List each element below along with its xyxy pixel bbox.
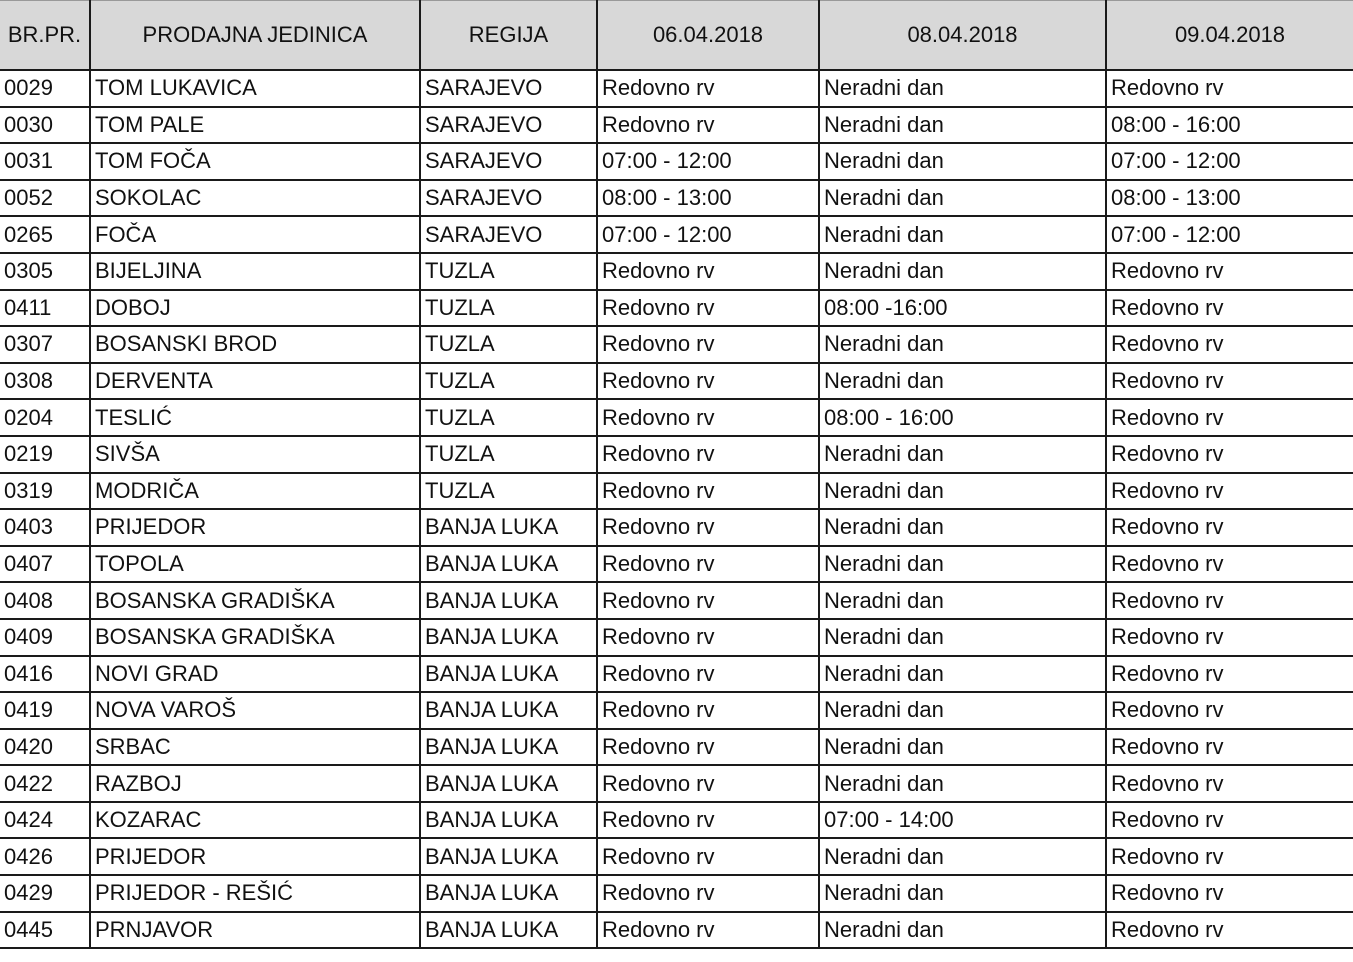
header-date-1: 06.04.2018 — [597, 1, 819, 71]
store-number-cell: 0429 — [0, 875, 90, 912]
region-cell: TUZLA — [420, 363, 597, 400]
date-2-hours-cell: 08:00 - 16:00 — [819, 399, 1106, 436]
date-3-hours-cell: Redovno rv — [1106, 546, 1353, 583]
date-3-hours-cell: Redovno rv — [1106, 912, 1353, 949]
date-2-hours-cell: Neradni dan — [819, 216, 1106, 253]
store-number-cell: 0403 — [0, 509, 90, 546]
store-number-cell: 0204 — [0, 399, 90, 436]
date-2-hours-cell: Neradni dan — [819, 436, 1106, 473]
date-1-hours-cell: Redovno rv — [597, 912, 819, 949]
region-cell: SARAJEVO — [420, 216, 597, 253]
date-1-hours-cell: Redovno rv — [597, 70, 819, 107]
region-cell: TUZLA — [420, 326, 597, 363]
store-number-cell: 0319 — [0, 473, 90, 510]
store-number-cell: 0307 — [0, 326, 90, 363]
table-row — [0, 216, 1353, 253]
store-number-cell: 0029 — [0, 70, 90, 107]
store-name-cell: FOČA — [90, 216, 420, 253]
date-3-hours-cell: Redovno rv — [1106, 802, 1353, 839]
date-2-hours-cell: Neradni dan — [819, 509, 1106, 546]
date-3-hours-cell: Redovno rv — [1106, 363, 1353, 400]
date-2-hours-cell: Neradni dan — [819, 180, 1106, 217]
store-name-cell: BOSANSKI BROD — [90, 326, 420, 363]
store-number-cell: 0416 — [0, 656, 90, 693]
table-row — [0, 143, 1353, 180]
region-cell: SARAJEVO — [420, 180, 597, 217]
header-date-3: 09.04.2018 — [1106, 1, 1353, 71]
region-cell: BANJA LUKA — [420, 546, 597, 583]
store-number-cell: 0419 — [0, 692, 90, 729]
region-cell: TUZLA — [420, 290, 597, 327]
store-name-cell: SIVŠA — [90, 436, 420, 473]
date-1-hours-cell: Redovno rv — [597, 253, 819, 290]
date-3-hours-cell: Redovno rv — [1106, 436, 1353, 473]
date-1-hours-cell: Redovno rv — [597, 765, 819, 802]
date-1-hours-cell: Redovno rv — [597, 729, 819, 766]
date-2-hours-cell: Neradni dan — [819, 253, 1106, 290]
store-number-cell: 0219 — [0, 436, 90, 473]
date-1-hours-cell: Redovno rv — [597, 290, 819, 327]
table-row — [0, 473, 1353, 510]
store-name-cell: BOSANSKA GRADIŠKA — [90, 582, 420, 619]
table-row — [0, 436, 1353, 473]
date-3-hours-cell: Redovno rv — [1106, 582, 1353, 619]
store-name-cell: KOZARAC — [90, 802, 420, 839]
header-region: REGIJA — [420, 1, 597, 71]
date-1-hours-cell: Redovno rv — [597, 363, 819, 400]
date-3-hours-cell: Redovno rv — [1106, 619, 1353, 656]
date-3-hours-cell: 07:00 - 12:00 — [1106, 143, 1353, 180]
store-number-cell: 0031 — [0, 143, 90, 180]
table-body — [0, 70, 1353, 948]
table-row — [0, 656, 1353, 693]
region-cell: BANJA LUKA — [420, 875, 597, 912]
date-2-hours-cell: Neradni dan — [819, 875, 1106, 912]
table-row — [0, 582, 1353, 619]
store-number-cell: 0426 — [0, 838, 90, 875]
store-name-cell: TOM PALE — [90, 107, 420, 144]
date-3-hours-cell: 08:00 - 16:00 — [1106, 107, 1353, 144]
date-2-hours-cell: Neradni dan — [819, 143, 1106, 180]
date-2-hours-cell: Neradni dan — [819, 692, 1106, 729]
table-row — [0, 70, 1353, 107]
table-row — [0, 326, 1353, 363]
store-name-cell: PRIJEDOR — [90, 509, 420, 546]
store-name-cell: TOPOLA — [90, 546, 420, 583]
store-number-cell: 0265 — [0, 216, 90, 253]
table-row — [0, 619, 1353, 656]
header-row — [0, 1, 1353, 71]
table-row — [0, 838, 1353, 875]
date-2-hours-cell: Neradni dan — [819, 326, 1106, 363]
date-2-hours-cell: Neradni dan — [819, 473, 1106, 510]
region-cell: BANJA LUKA — [420, 582, 597, 619]
store-name-cell: TESLIĆ — [90, 399, 420, 436]
date-2-hours-cell: Neradni dan — [819, 729, 1106, 766]
table-row — [0, 509, 1353, 546]
date-2-hours-cell: Neradni dan — [819, 363, 1106, 400]
date-1-hours-cell: Redovno rv — [597, 656, 819, 693]
date-3-hours-cell: Redovno rv — [1106, 656, 1353, 693]
date-3-hours-cell: 07:00 - 12:00 — [1106, 216, 1353, 253]
date-2-hours-cell: Neradni dan — [819, 546, 1106, 583]
date-3-hours-cell: Redovno rv — [1106, 729, 1353, 766]
store-number-cell: 0030 — [0, 107, 90, 144]
store-number-cell: 0420 — [0, 729, 90, 766]
region-cell: BANJA LUKA — [420, 729, 597, 766]
store-number-cell: 0052 — [0, 180, 90, 217]
region-cell: BANJA LUKA — [420, 765, 597, 802]
store-name-cell: SRBAC — [90, 729, 420, 766]
table-row — [0, 802, 1353, 839]
store-name-cell: TOM LUKAVICA — [90, 70, 420, 107]
date-3-hours-cell: Redovno rv — [1106, 838, 1353, 875]
region-cell: TUZLA — [420, 436, 597, 473]
store-name-cell: DERVENTA — [90, 363, 420, 400]
store-number-cell: 0411 — [0, 290, 90, 327]
table-row — [0, 692, 1353, 729]
store-name-cell: RAZBOJ — [90, 765, 420, 802]
region-cell: TUZLA — [420, 473, 597, 510]
date-1-hours-cell: Redovno rv — [597, 399, 819, 436]
date-2-hours-cell: 08:00 -16:00 — [819, 290, 1106, 327]
region-cell: SARAJEVO — [420, 107, 597, 144]
date-2-hours-cell: 07:00 - 14:00 — [819, 802, 1106, 839]
table-row — [0, 107, 1353, 144]
date-3-hours-cell: Redovno rv — [1106, 326, 1353, 363]
header-store-name: PRODAJNA JEDINICA — [90, 1, 420, 71]
date-3-hours-cell: Redovno rv — [1106, 70, 1353, 107]
store-name-cell: BIJELJINA — [90, 253, 420, 290]
store-name-cell: SOKOLAC — [90, 180, 420, 217]
header-store-number: BR.PR. — [0, 1, 90, 71]
date-1-hours-cell: Redovno rv — [597, 509, 819, 546]
header-date-2: 08.04.2018 — [819, 1, 1106, 71]
table-row — [0, 765, 1353, 802]
store-name-cell: PRNJAVOR — [90, 912, 420, 949]
store-name-cell: TOM FOČA — [90, 143, 420, 180]
region-cell: TUZLA — [420, 253, 597, 290]
table-row — [0, 729, 1353, 766]
table-row — [0, 546, 1353, 583]
store-number-cell: 0408 — [0, 582, 90, 619]
date-1-hours-cell: Redovno rv — [597, 473, 819, 510]
date-1-hours-cell: Redovno rv — [597, 107, 819, 144]
store-number-cell: 0305 — [0, 253, 90, 290]
date-3-hours-cell: Redovno rv — [1106, 765, 1353, 802]
date-3-hours-cell: Redovno rv — [1106, 253, 1353, 290]
store-name-cell: BOSANSKA GRADIŠKA — [90, 619, 420, 656]
date-1-hours-cell: Redovno rv — [597, 875, 819, 912]
store-number-cell: 0308 — [0, 363, 90, 400]
date-3-hours-cell: 08:00 - 13:00 — [1106, 180, 1353, 217]
date-3-hours-cell: Redovno rv — [1106, 399, 1353, 436]
store-name-cell: NOVI GRAD — [90, 656, 420, 693]
date-2-hours-cell: Neradni dan — [819, 656, 1106, 693]
store-name-cell: MODRIČA — [90, 473, 420, 510]
table-row — [0, 290, 1353, 327]
region-cell: SARAJEVO — [420, 70, 597, 107]
store-name-cell: NOVA VAROŠ — [90, 692, 420, 729]
table-row — [0, 253, 1353, 290]
store-name-cell: PRIJEDOR - REŠIĆ — [90, 875, 420, 912]
date-1-hours-cell: 07:00 - 12:00 — [597, 216, 819, 253]
date-2-hours-cell: Neradni dan — [819, 582, 1106, 619]
date-1-hours-cell: Redovno rv — [597, 619, 819, 656]
region-cell: BANJA LUKA — [420, 692, 597, 729]
store-name-cell: DOBOJ — [90, 290, 420, 327]
table-row — [0, 180, 1353, 217]
date-1-hours-cell: Redovno rv — [597, 436, 819, 473]
region-cell: BANJA LUKA — [420, 509, 597, 546]
date-2-hours-cell: Neradni dan — [819, 619, 1106, 656]
date-2-hours-cell: Neradni dan — [819, 70, 1106, 107]
date-3-hours-cell: Redovno rv — [1106, 875, 1353, 912]
date-1-hours-cell: Redovno rv — [597, 546, 819, 583]
store-number-cell: 0445 — [0, 912, 90, 949]
region-cell: SARAJEVO — [420, 143, 597, 180]
date-1-hours-cell: Redovno rv — [597, 802, 819, 839]
store-number-cell: 0407 — [0, 546, 90, 583]
table-row — [0, 399, 1353, 436]
date-1-hours-cell: Redovno rv — [597, 838, 819, 875]
date-1-hours-cell: Redovno rv — [597, 326, 819, 363]
date-3-hours-cell: Redovno rv — [1106, 473, 1353, 510]
date-1-hours-cell: Redovno rv — [597, 582, 819, 619]
date-2-hours-cell: Neradni dan — [819, 912, 1106, 949]
date-1-hours-cell: 07:00 - 12:00 — [597, 143, 819, 180]
store-name-cell: PRIJEDOR — [90, 838, 420, 875]
region-cell: TUZLA — [420, 399, 597, 436]
table-row — [0, 875, 1353, 912]
date-3-hours-cell: Redovno rv — [1106, 509, 1353, 546]
store-number-cell: 0422 — [0, 765, 90, 802]
date-2-hours-cell: Neradni dan — [819, 107, 1106, 144]
region-cell: BANJA LUKA — [420, 802, 597, 839]
date-2-hours-cell: Neradni dan — [819, 838, 1106, 875]
date-3-hours-cell: Redovno rv — [1106, 290, 1353, 327]
region-cell: BANJA LUKA — [420, 619, 597, 656]
date-1-hours-cell: 08:00 - 13:00 — [597, 180, 819, 217]
table-row — [0, 912, 1353, 949]
table-row — [0, 363, 1353, 400]
date-2-hours-cell: Neradni dan — [819, 765, 1106, 802]
date-3-hours-cell: Redovno rv — [1106, 692, 1353, 729]
store-number-cell: 0424 — [0, 802, 90, 839]
region-cell: BANJA LUKA — [420, 912, 597, 949]
region-cell: BANJA LUKA — [420, 656, 597, 693]
store-number-cell: 0409 — [0, 619, 90, 656]
region-cell: BANJA LUKA — [420, 838, 597, 875]
date-1-hours-cell: Redovno rv — [597, 692, 819, 729]
